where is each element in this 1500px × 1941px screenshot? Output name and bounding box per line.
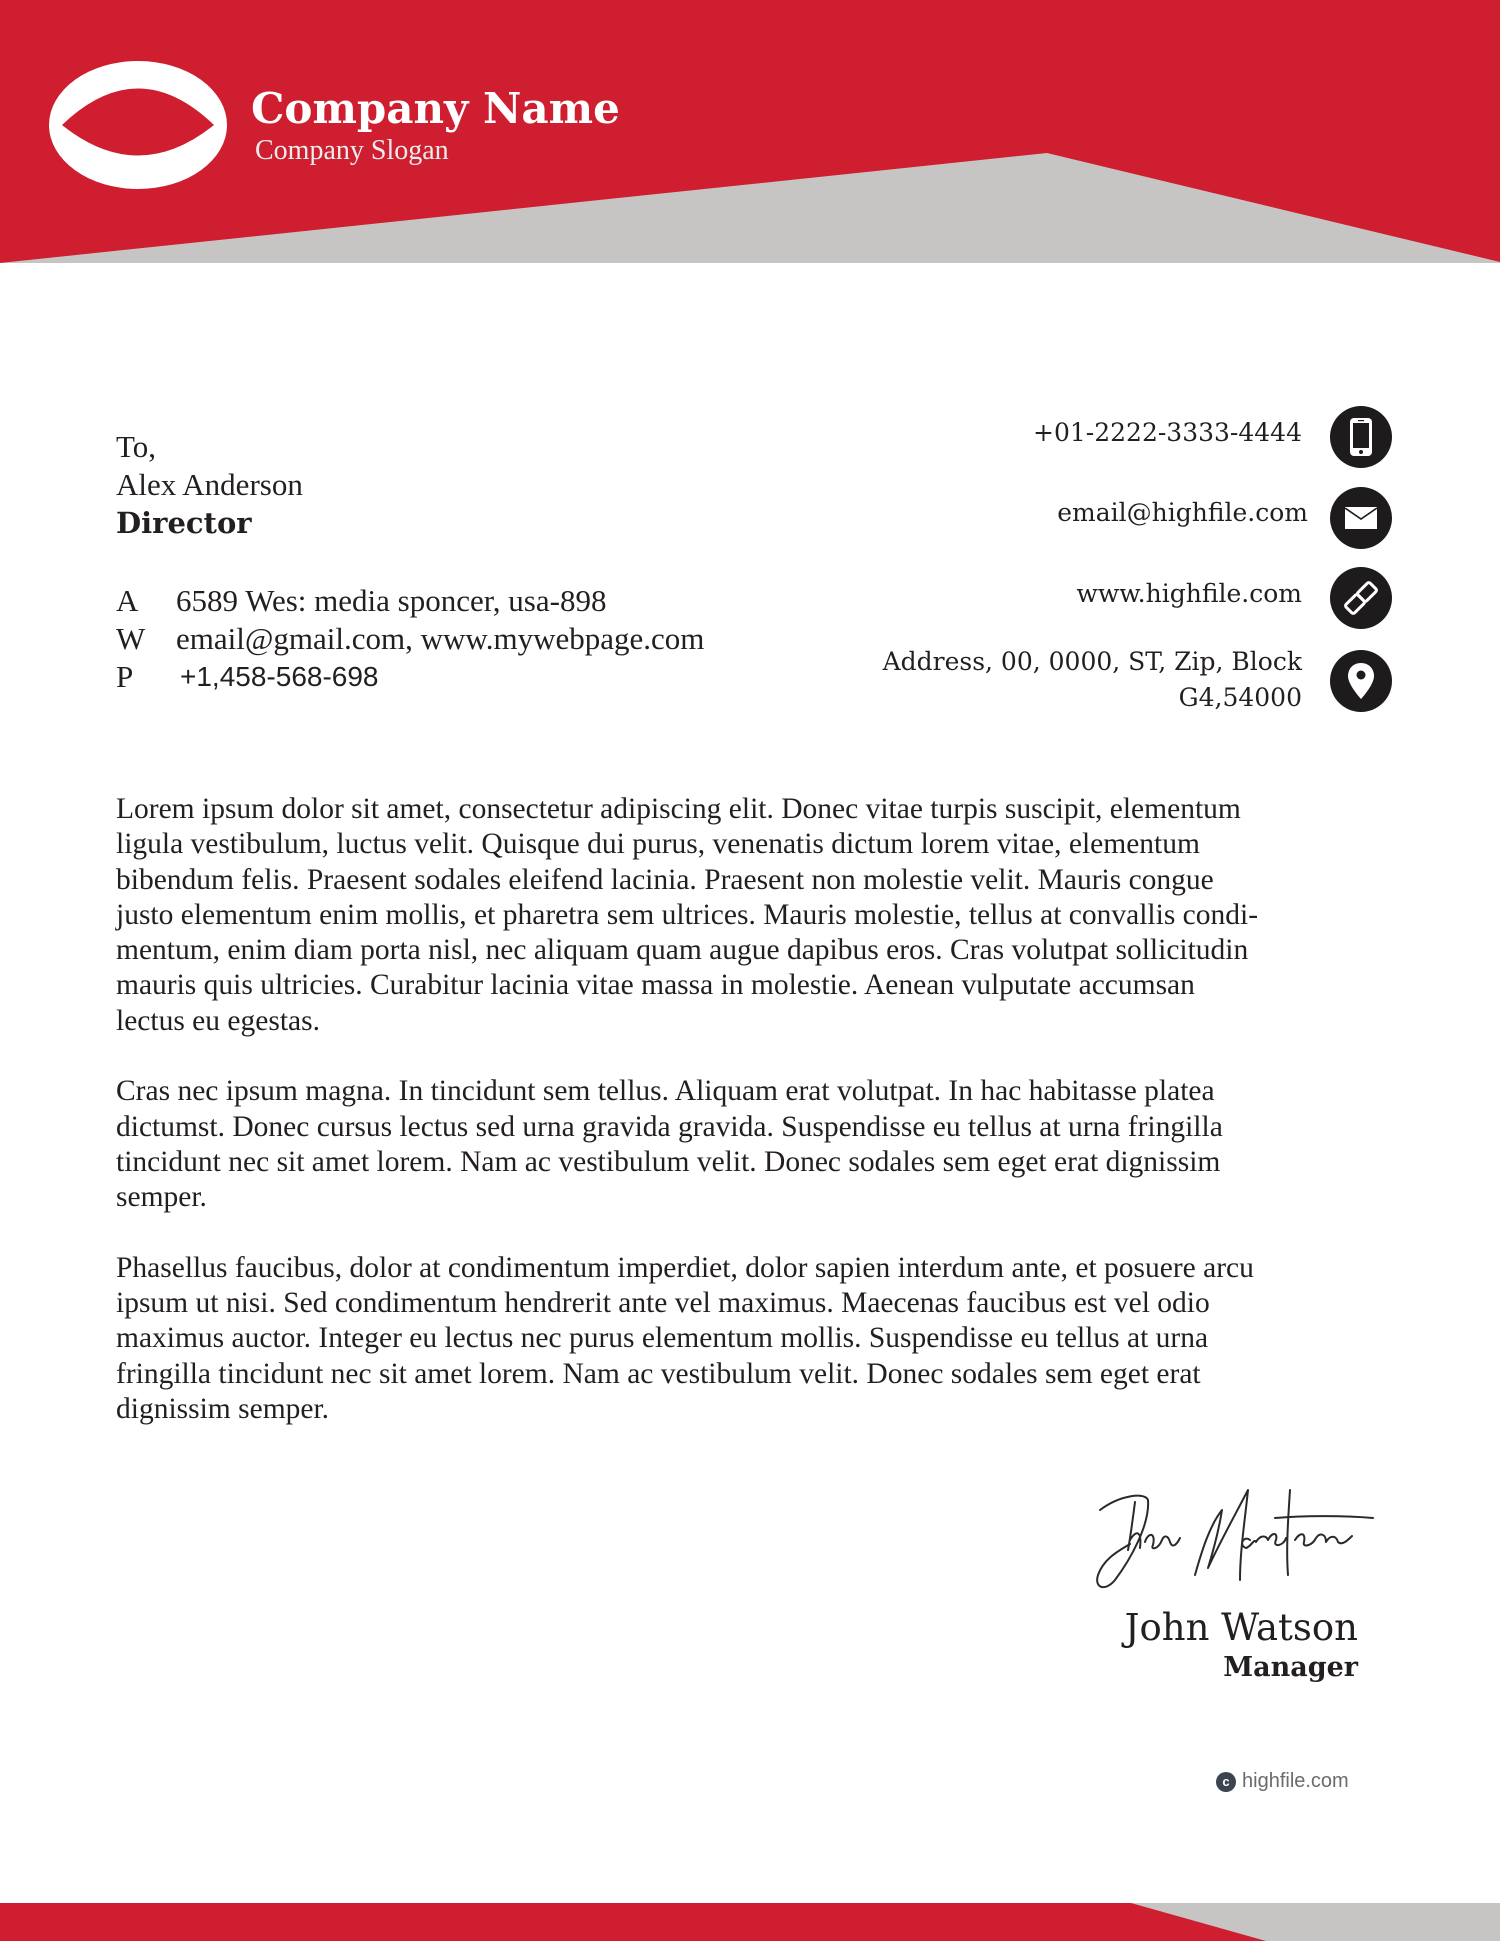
body-line: mentum, enim diam porta nisl, nec aliquam quam augue dapibus eros. Cras volutpat sollicitudin <box>116 934 1249 967</box>
body-line: Cras nec ipsum magna. In tincidunt sem tellus. Aliquam erat volutpat. In hac habitasse platea <box>116 1075 1215 1108</box>
letter-body <box>116 792 1406 1463</box>
body-line: Phasellus faucibus, dolor at condimentum imperdiet, dolor sapien interdum ante, et posuere arcu <box>116 1251 1254 1284</box>
body-line: lectus eu egestas. <box>116 1004 320 1037</box>
body-line: ligula vestibulum, luctus velit. Quisque dui purus, venenatis dictum lorem vitae, elementum <box>116 828 1200 861</box>
copyright-icon: c <box>1216 1772 1236 1792</box>
body-paragraph-2 <box>116 1074 1406 1215</box>
body-line: dictumst. Donec cursus lectus sed urna gravida gravida. Suspendisse eu tellus at urna fringilla <box>116 1110 1223 1143</box>
credit-text: highfile.com <box>1242 1770 1349 1792</box>
company-name: Company Name <box>251 84 620 133</box>
signer-title: Manager <box>1223 1652 1358 1683</box>
web-value: email@gmail.com, www.mywebpage.com <box>176 621 705 656</box>
phone-icon <box>1330 406 1392 468</box>
body-line: tincidunt nec sit amet lorem. Nam ac vestibulum velit. Donec sodales sem eget erat dignissim <box>116 1145 1221 1178</box>
body-line: Lorem ipsum dolor sit amet, consectetur adipiscing elit. Donec vitae turpis suscipit, elementum <box>116 793 1241 825</box>
address-label: A <box>116 583 139 618</box>
company-slogan: Company Slogan <box>255 135 449 166</box>
address-value: 6589 Wes: media sponcer, usa-898 <box>176 583 607 618</box>
footer-banner <box>0 1903 1500 1941</box>
recipient-contacts <box>116 582 704 696</box>
sender-address-line-1: Address, 00, 0000, ST, Zip, Block <box>882 647 1302 676</box>
map-pin-icon <box>1330 650 1392 712</box>
recipient-title: Director <box>116 506 252 540</box>
phone-label: P <box>116 659 134 694</box>
highfile-credit[interactable] <box>1216 1770 1349 1793</box>
body-line: semper. <box>116 1181 207 1214</box>
company-logo-icon <box>48 60 228 190</box>
sender-phone: +01-2222-3333-4444 <box>1033 418 1302 447</box>
body-line: dignissim semper. <box>116 1393 330 1426</box>
body-line: justo elementum enim mollis, et pharetra sem ultrices. Mauris molestie, tellus at convallis condi- <box>116 898 1259 931</box>
recipient-block <box>116 428 303 542</box>
recipient-address-row <box>116 582 704 620</box>
sender-address-line-2: G4,54000 <box>1178 683 1302 712</box>
body-line: ipsum ut nisi. Sed condimentum hendrerit ante vel maximus. Maecenas faucibus est vel odio <box>116 1287 1210 1320</box>
salutation: To, <box>116 429 157 464</box>
body-paragraph-3 <box>116 1251 1406 1427</box>
recipient-phone-row <box>116 658 704 696</box>
sender-website[interactable]: www.highfile.com <box>1076 579 1302 608</box>
link-icon <box>1330 567 1392 629</box>
recipient-web-row <box>116 620 704 658</box>
web-label: W <box>116 621 146 656</box>
recipient-name: Alex Anderson <box>116 467 303 502</box>
body-line: mauris quis ultricies. Curabitur lacinia vitae massa in molestie. Aenean vulputate accumsan <box>116 969 1195 1002</box>
body-paragraph-1 <box>116 792 1406 1039</box>
handwritten-signature <box>1090 1480 1380 1605</box>
sender-address <box>883 644 1302 716</box>
envelope-icon <box>1330 487 1392 549</box>
phone-value: +1,458-568-698 <box>180 661 379 692</box>
signer-name: John Watson <box>1124 1606 1358 1649</box>
sender-email[interactable]: email@highfile.com <box>1057 498 1308 527</box>
body-line: maximus auctor. Integer eu lectus nec purus elementum mollis. Suspendisse eu tellus at urna <box>116 1322 1209 1355</box>
body-line: fringilla tincidunt nec sit amet lorem. Nam ac vestibulum velit. Donec sodales sem eget erat <box>116 1357 1201 1390</box>
body-line: bibendum felis. Praesent sodales eleifend lacinia. Praesent non molestie velit. Mauris congue <box>116 863 1214 896</box>
